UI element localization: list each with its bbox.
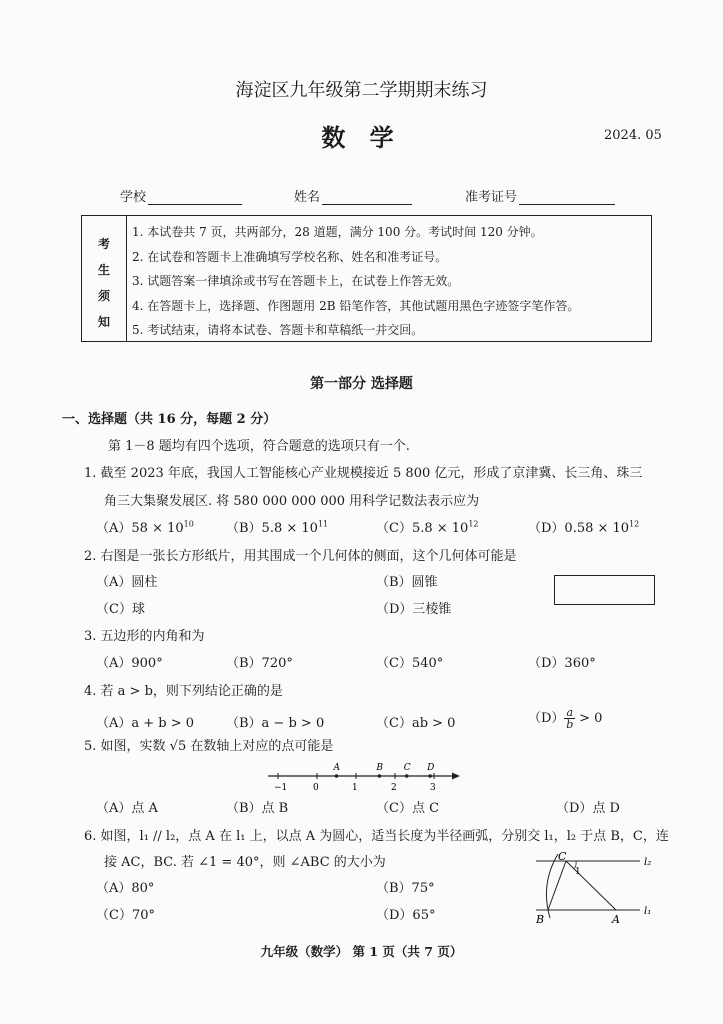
q4-text: 4. 若 a > b，则下列结论正确的是 xyxy=(84,684,283,699)
rectangle-paper-figure xyxy=(554,575,655,605)
school-field[interactable] xyxy=(120,186,242,205)
q3-option-b[interactable]: （B）720° xyxy=(226,656,293,671)
q6-option-a[interactable]: （A）80° xyxy=(96,881,155,896)
notice-char: 知 xyxy=(97,315,110,329)
notice-item: 5. 考试结束，请将本试卷、答题卡和草稿纸一并交回。 xyxy=(132,323,424,337)
point-b xyxy=(378,774,382,778)
part-heading: 一、选择题（共 16 分，每题 2 分） xyxy=(62,412,277,427)
label-angle-1: 1 xyxy=(575,867,581,877)
q5-option-a[interactable]: （A）点 A xyxy=(96,801,158,816)
point-label-b: B xyxy=(376,763,384,773)
label-l1: l₁ xyxy=(644,906,652,917)
exam-title: 海淀区九年级第二学期期末练习 xyxy=(235,80,488,101)
q6-text-line2: 接 AC，BC. 若 ∠1 = 40°，则 ∠ABC 的大小为 xyxy=(104,855,386,870)
q6-option-d[interactable]: （D）65° xyxy=(376,908,436,923)
name-blank[interactable] xyxy=(322,190,412,205)
name-field[interactable] xyxy=(294,186,412,205)
exam-id-field[interactable] xyxy=(465,186,615,205)
exam-id-label: 准考证号 xyxy=(465,190,518,205)
q2-option-d[interactable]: （D）三棱锥 xyxy=(376,602,452,617)
notice-item: 3. 试题答案一律填涂或书写在答题卡上，在试卷上作答无效。 xyxy=(132,274,460,288)
point-label-c: C xyxy=(403,763,411,773)
candidate-notice-box xyxy=(81,215,652,342)
notice-item: 2. 在试卷和答题卡上准确填写学校名称、姓名和准考证号。 xyxy=(132,249,448,264)
axis-tick-label: −1 xyxy=(274,783,288,793)
q3-option-a[interactable]: （A）900° xyxy=(96,656,163,671)
number-line-figure xyxy=(260,758,465,794)
q4-option-b[interactable]: （B）a − b > 0 xyxy=(226,716,325,731)
q3-option-d[interactable]: （D）360° xyxy=(528,656,596,671)
q5-option-d[interactable]: （D）点 D xyxy=(556,801,620,816)
q2-text: 2. 右图是一张长方形纸片，用其围成一个几何体的侧面，这个几何体可能是 xyxy=(84,549,517,564)
parallel-lines-figure xyxy=(528,848,663,928)
fraction-a-over-b: $\frac{a}{b}$ xyxy=(566,706,574,731)
q3-text: 3. 五边形的内角和为 xyxy=(84,629,205,644)
page-footer: 九年级（数学） 第 1 页（共 7 页） xyxy=(260,944,463,959)
label-b: B xyxy=(536,913,545,926)
q1-text-line1: 1. 截至 2023 年底，我国人工智能核心产业规模接近 5 800 亿元，形成了京津冀、长三角、珠三 xyxy=(84,466,643,481)
notice-char: 考 xyxy=(97,237,110,251)
label-a: A xyxy=(612,913,620,926)
number-line-arrow xyxy=(452,773,460,780)
q5-option-b[interactable]: （B）点 B xyxy=(226,801,289,816)
notice-item: 1. 本试卷共 7 页，共两部分，28 道题，满分 100 分。考试时间 120 分钟。 xyxy=(132,225,543,239)
exam-id-blank[interactable] xyxy=(519,190,615,205)
q4-option-d[interactable]: （D） $\frac{a}{b} > 0$ xyxy=(528,706,603,731)
notice-side-label xyxy=(82,216,127,341)
q1-option-c[interactable]: $(C)5.8 \times 10^{12}$ xyxy=(376,519,479,536)
q6-text-line1: 6. 如图，l₁ // l₂，点 A 在 l₁ 上，以点 A 为圆心，适当长度为半径画弧，分别交 l₁，l₂ 于点 B，C，连 xyxy=(84,829,669,844)
point-d xyxy=(428,774,432,778)
point-label-a: A xyxy=(333,763,340,773)
q4-option-c[interactable]: （C）ab > 0 xyxy=(376,716,456,731)
q2-option-a[interactable]: （A）圆柱 xyxy=(96,575,158,590)
point-a xyxy=(335,774,339,778)
school-blank[interactable] xyxy=(148,190,242,205)
axis-tick-label: 1 xyxy=(352,783,358,793)
notice-items xyxy=(132,220,579,343)
notice-char: 须 xyxy=(97,289,110,303)
arc-from-a xyxy=(546,854,558,918)
q1-option-a[interactable]: $(A)58 \times 10^{10}$ xyxy=(96,519,194,536)
label-c: C xyxy=(558,850,567,863)
axis-tick-label: 0 xyxy=(313,783,319,793)
notice-item: 4. 在答题卡上，选择题、作图题用 2B 铅笔作答，其他试题用黑色字迹签字笔作答。 xyxy=(132,298,580,313)
notice-char: 生 xyxy=(97,263,110,277)
q1-option-b[interactable]: $(B)5.8 \times 10^{11}$ xyxy=(226,519,329,536)
axis-tick-label: 2 xyxy=(391,783,397,793)
q4-option-a[interactable]: （A）a + b > 0 xyxy=(96,716,195,731)
exam-date: 2024. 05 xyxy=(604,128,662,143)
segment-ca xyxy=(566,861,616,910)
section-title: 第一部分 选择题 xyxy=(310,376,413,392)
q6-option-c[interactable]: （C）70° xyxy=(96,908,155,923)
q3-option-c[interactable]: （C）540° xyxy=(376,656,444,671)
point-c xyxy=(405,774,409,778)
q5-option-c[interactable]: （C）点 C xyxy=(376,801,440,816)
q1-option-d[interactable]: $(D)0.58 \times 10^{12}$ xyxy=(528,519,640,536)
point-label-d: D xyxy=(427,763,435,773)
q2-option-c[interactable]: （C）球 xyxy=(96,602,145,617)
q1-text-line2: 角三大集聚发展区. 将 580 000 000 000 用科学记数法表示应为 xyxy=(104,494,480,509)
q2-option-b[interactable]: （B）圆锥 xyxy=(376,575,438,590)
axis-tick-label: 3 xyxy=(430,783,436,793)
label-l2: l₂ xyxy=(644,857,652,868)
q6-option-b[interactable]: （B）75° xyxy=(376,881,435,896)
name-label: 姓名 xyxy=(294,190,321,205)
q5-text: 5. 如图，实数 √5 在数轴上对应的点可能是 xyxy=(84,739,334,754)
instructions: 第 1－8 题均有四个选项，符合题意的选项只有一个. xyxy=(108,439,410,454)
school-label: 学校 xyxy=(120,190,147,205)
subject-title: 数 学 xyxy=(321,123,402,152)
